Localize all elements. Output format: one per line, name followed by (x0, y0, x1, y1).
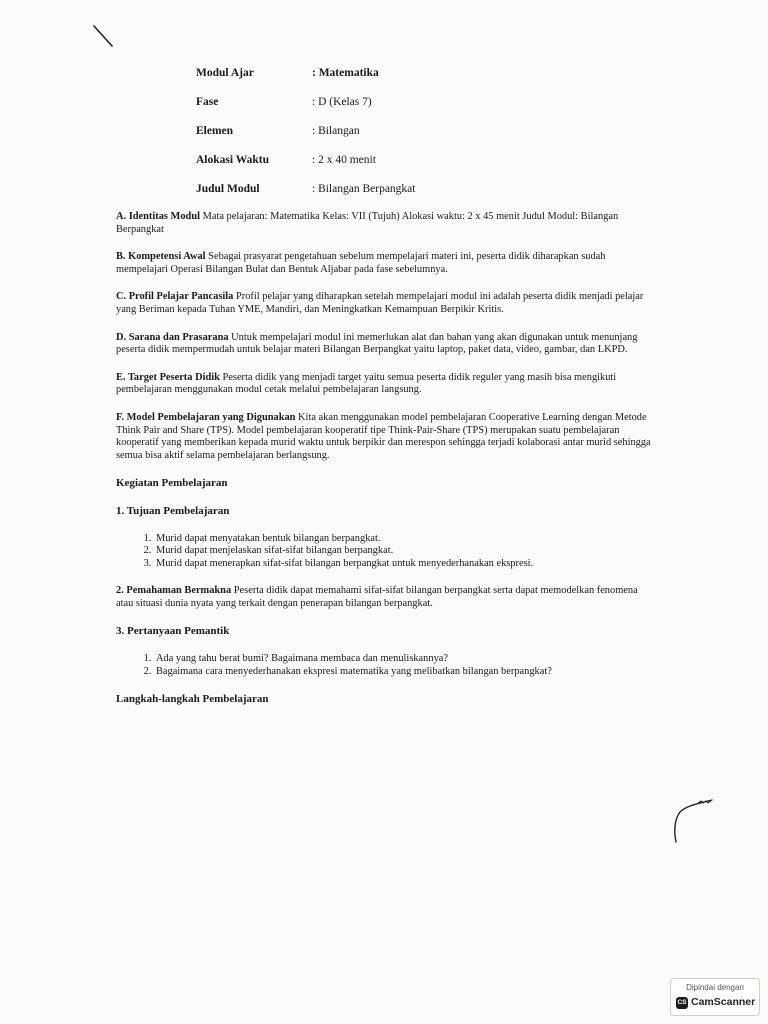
camscanner-watermark (670, 978, 760, 1016)
watermark-brand: CamScanner (691, 996, 756, 1008)
info-value: : Matematika (312, 67, 379, 79)
camscanner-logo-icon: CS (676, 997, 688, 1009)
info-value: : Bilangan (312, 125, 360, 137)
info-label: Modul Ajar (196, 67, 254, 79)
section-pemahaman (116, 585, 656, 610)
section-target (116, 372, 656, 397)
info-label: Alokasi Waktu (196, 154, 269, 166)
section-profil (116, 291, 656, 316)
section-text: Profil pelajar yang diharapkan setelah mempelajari modul ini adalah peserta didik menjadi pelajar yang Beriman kepada Tuhan YME, Mandiri, dan Meningkatkan Kemampuan Berpikir Kritis. (116, 291, 644, 315)
pemantik-heading: 3. Pertanyaan Pemantik (116, 625, 230, 638)
pen-stroke-mark (92, 24, 116, 50)
document-body (116, 211, 656, 721)
section-text: Untuk mempelajari modul ini memerlukan alat dan bahan yang akan digunakan untuk menunjang peserta didik mempermudah untuk belajar materi Bilangan Berpangkat yaitu laptop, paket data, video, gambar, dan LKPD. (116, 331, 638, 356)
section-sarana (116, 332, 656, 357)
kegiatan-heading: Kegiatan Pembelajaran (116, 477, 228, 490)
section-text: Peserta didik dapat memahami sifat-sifat bilangan berpangkat serta dapat memodelkan fenomena atau situasi dunia nyata yang terkait dengan penerapan bilangan berpangkat. (116, 585, 638, 609)
info-value: : 2 x 40 menit (312, 154, 376, 166)
section-text: Sebagai prasyarat pengetahuan sebelum mempelajari materi ini, peserta didik diharapkan sudah mempelajari Operasi Bilangan Bulat dan Bentuk Aljabar pada fase sebelumnya. (116, 251, 606, 275)
info-label: Judul Modul (196, 183, 260, 195)
list-item: 1. Ada yang tahu berat bumi? Bagaimana membaca dan menuliskannya? (154, 653, 656, 666)
tujuan-list (116, 533, 656, 571)
section-title: F. Model Pembelajaran yang Digunakan (116, 411, 296, 423)
info-value: : D (Kelas 7) (312, 96, 372, 108)
section-title: A. Identitas Modul (116, 211, 201, 222)
watermark-caption: Dipindai dengan (686, 983, 744, 992)
section-model (116, 412, 656, 462)
list-item: 3. Murid dapat menerapkan sifat-sifat bilangan berpangkat untuk menyederhanakan ekspresi. (154, 558, 656, 571)
section-text: Peserta didik yang menjadi target yaitu semua peserta didik reguler yang masih bisa mengikuti pembelajaran menggunakan modul cetak melalui pembelajaran langsung. (116, 371, 617, 396)
section-text: Mata pelajaran: Matematika Kelas: VII (Tujuh) Alokasi waktu: 2 x 45 menit Judul Modul: Bilangan Berpangkat (116, 211, 619, 235)
section-kompetensi (116, 251, 656, 276)
handwritten-signature (668, 798, 718, 844)
pemantik-list (116, 653, 656, 678)
section-title: B. Kompetensi Awal (116, 251, 206, 263)
info-label: Fase (196, 96, 219, 108)
section-title: C. Profil Pelajar Pancasila (116, 291, 234, 303)
section-title: 2. Pemahaman Bermakna (116, 585, 232, 597)
tujuan-heading: 1. Tujuan Pembelajaran (116, 504, 230, 517)
info-label: Elemen (196, 125, 234, 137)
info-value: : Bilangan Berpangkat (312, 183, 416, 195)
list-item: 2. Bagaimana cara menyederhanakan ekspresi matematika yang melibatkan bilangan berpangkat? (154, 666, 656, 679)
section-text: Kita akan menggunakan model pembelajaran Cooperative Learning dengan Metode Think Pair and Share (TPS). Model pembelajaran kooperatif tipe Think-Pair-Share (TPS) merupakan suatu pembelajaran kooperatif yang memberikan kepada murid waktu untuk berpikir dan merespon sehingga terjadi kolaborasi antar murid sehingga semua bisa aktif selama pembelajaran berlangsung. (116, 411, 651, 461)
list-item: 2. Murid dapat menjelaskan sifat-sifat bilangan berpangkat. (154, 545, 656, 558)
section-title: D. Sarana dan Prasarana (116, 331, 229, 343)
section-title: E. Target Peserta Didik (116, 371, 220, 383)
langkah-heading: Langkah-langkah Pembelajaran (116, 693, 269, 706)
list-item: 1. Murid dapat menyatakan bentuk bilangan berpangkat. (154, 533, 656, 546)
section-identitas (116, 211, 656, 236)
